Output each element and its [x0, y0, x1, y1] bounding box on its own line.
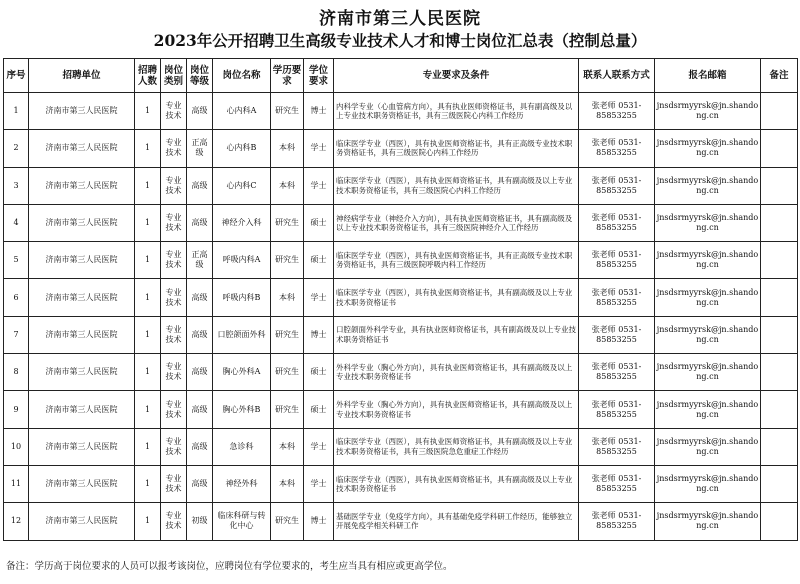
cell-level: 高级 — [187, 316, 213, 353]
cell-post: 神经外科 — [213, 465, 271, 502]
cell-count: 1 — [135, 391, 161, 428]
cell-post: 心内科B — [213, 130, 271, 167]
cell-level: 高级 — [187, 167, 213, 204]
cell-post: 神经介入科 — [213, 204, 271, 241]
cell-remark — [761, 354, 798, 391]
header-level: 岗位等级 — [187, 59, 213, 93]
header-email: 报名邮箱 — [655, 59, 761, 93]
table-row — [4, 354, 798, 391]
cell-category: 专业技术 — [161, 391, 187, 428]
header-remark: 备注 — [761, 59, 798, 93]
cell-email: jnsdsrmyyrsk@jn.shandong.cn — [655, 428, 761, 465]
header-edu: 学历要求 — [271, 59, 304, 93]
cell-degree: 学士 — [304, 428, 334, 465]
cell-category: 专业技术 — [161, 130, 187, 167]
table-header-row — [4, 59, 798, 93]
table-row — [4, 242, 798, 279]
cell-degree: 硕士 — [304, 354, 334, 391]
cell-unit: 济南市第三人民医院 — [29, 167, 135, 204]
cell-email: jnsdsrmyyrsk@jn.shandong.cn — [655, 391, 761, 428]
cell-contact: 张老师 0531-85853255 — [579, 279, 655, 316]
cell-level: 高级 — [187, 93, 213, 130]
cell-unit: 济南市第三人民医院 — [29, 428, 135, 465]
cell-count: 1 — [135, 316, 161, 353]
cell-count: 1 — [135, 465, 161, 502]
cell-edu: 研究生 — [271, 316, 304, 353]
cell-email: jnsdsrmyyrsk@jn.shandong.cn — [655, 279, 761, 316]
cell-unit: 济南市第三人民医院 — [29, 279, 135, 316]
cell-seq: 7 — [4, 316, 29, 353]
cell-degree: 硕士 — [304, 204, 334, 241]
cell-contact: 张老师 0531-85853255 — [579, 428, 655, 465]
table-row — [4, 391, 798, 428]
cell-requirements: 临床医学专业（西医），具有执业医师资格证书，具有副高级及以上专业技术职务资格证书，具有三级医院急危重症工作经历 — [334, 428, 579, 465]
cell-level: 高级 — [187, 391, 213, 428]
cell-requirements: 内科学专业（心血管病方向），具有执业医师资格证书，具有副高级及以上专业技术职务资格证书，具有三级医院心内科工作经历 — [334, 93, 579, 130]
cell-email: jnsdsrmyyrsk@jn.shandong.cn — [655, 503, 761, 540]
table-row — [4, 167, 798, 204]
table-row — [4, 428, 798, 465]
header-count: 招聘人数 — [135, 59, 161, 93]
cell-contact: 张老师 0531-85853255 — [579, 391, 655, 428]
cell-degree: 硕士 — [304, 391, 334, 428]
cell-requirements: 神经病学专业（神经介入方向），具有执业医师资格证书，具有副高级及以上专业技术职务资格证书，具有三级医院神经介入工作经历 — [334, 204, 579, 241]
cell-count: 1 — [135, 428, 161, 465]
cell-seq: 2 — [4, 130, 29, 167]
cell-count: 1 — [135, 279, 161, 316]
cell-category: 专业技术 — [161, 204, 187, 241]
cell-contact: 张老师 0531-85853255 — [579, 503, 655, 540]
cell-remark — [761, 130, 798, 167]
cell-email: jnsdsrmyyrsk@jn.shandong.cn — [655, 465, 761, 502]
header-seq: 序号 — [4, 59, 29, 93]
cell-post: 呼吸内科A — [213, 242, 271, 279]
table-row — [4, 279, 798, 316]
document-title: 济南市第三人民医院 — [319, 9, 481, 29]
cell-count: 1 — [135, 130, 161, 167]
cell-email: jnsdsrmyyrsk@jn.shandong.cn — [655, 93, 761, 130]
cell-remark — [761, 204, 798, 241]
cell-post: 急诊科 — [213, 428, 271, 465]
cell-degree: 硕士 — [304, 242, 334, 279]
cell-remark — [761, 428, 798, 465]
header-contact: 联系人联系方式 — [579, 59, 655, 93]
cell-category: 专业技术 — [161, 428, 187, 465]
cell-edu: 研究生 — [271, 391, 304, 428]
cell-requirements: 外科学专业（胸心外方向），具有执业医师资格证书，具有副高级及以上专业技术职务资格证书 — [334, 391, 579, 428]
cell-post: 胸心外科A — [213, 354, 271, 391]
cell-unit: 济南市第三人民医院 — [29, 316, 135, 353]
cell-unit: 济南市第三人民医院 — [29, 93, 135, 130]
cell-count: 1 — [135, 204, 161, 241]
document-subtitle: 2023年公开招聘卫生高级专业技术人才和博士岗位汇总表（控制总量） — [153, 31, 647, 50]
cell-contact: 张老师 0531-85853255 — [579, 465, 655, 502]
cell-email: jnsdsrmyyrsk@jn.shandong.cn — [655, 316, 761, 353]
cell-edu: 本科 — [271, 428, 304, 465]
cell-remark — [761, 167, 798, 204]
cell-remark — [761, 503, 798, 540]
cell-remark — [761, 242, 798, 279]
cell-email: jnsdsrmyyrsk@jn.shandong.cn — [655, 130, 761, 167]
cell-degree: 学士 — [304, 465, 334, 502]
cell-seq: 3 — [4, 167, 29, 204]
cell-unit: 济南市第三人民医院 — [29, 204, 135, 241]
cell-post: 心内科C — [213, 167, 271, 204]
cell-contact: 张老师 0531-85853255 — [579, 316, 655, 353]
cell-category: 专业技术 — [161, 242, 187, 279]
cell-post: 临床科研与转化中心 — [213, 503, 271, 540]
cell-unit: 济南市第三人民医院 — [29, 391, 135, 428]
cell-contact: 张老师 0531-85853255 — [579, 242, 655, 279]
footnote: 备注：学历高于岗位要求的人员可以报考该岗位，应聘岗位有学位要求的，考生应当具有相应或更高学位。 — [6, 561, 453, 572]
cell-edu: 研究生 — [271, 242, 304, 279]
cell-contact: 张老师 0531-85853255 — [579, 204, 655, 241]
cell-requirements: 基础医学专业（免疫学方向），具有基础免疫学科研工作经历，能够独立开展免疫学相关科研工作 — [334, 503, 579, 540]
table-row — [4, 465, 798, 502]
cell-degree: 博士 — [304, 316, 334, 353]
cell-level: 初级 — [187, 503, 213, 540]
cell-seq: 8 — [4, 354, 29, 391]
cell-seq: 10 — [4, 428, 29, 465]
cell-email: jnsdsrmyyrsk@jn.shandong.cn — [655, 354, 761, 391]
cell-level: 高级 — [187, 465, 213, 502]
table-row — [4, 204, 798, 241]
cell-edu: 本科 — [271, 167, 304, 204]
cell-email: jnsdsrmyyrsk@jn.shandong.cn — [655, 204, 761, 241]
cell-requirements: 临床医学专业（西医），具有执业医师资格证书，具有正高级专业技术职务资格证书，具有三级医院呼吸内科工作经历 — [334, 242, 579, 279]
cell-category: 专业技术 — [161, 93, 187, 130]
header-post: 岗位名称 — [213, 59, 271, 93]
cell-count: 1 — [135, 354, 161, 391]
cell-requirements: 临床医学专业（西医），具有执业医师资格证书，具有正高级专业技术职务资格证书，具有三级医院心内科工作经历 — [334, 130, 579, 167]
cell-seq: 12 — [4, 503, 29, 540]
cell-contact: 张老师 0531-85853255 — [579, 93, 655, 130]
cell-unit: 济南市第三人民医院 — [29, 354, 135, 391]
header-degree: 学位要求 — [304, 59, 334, 93]
cell-category: 专业技术 — [161, 167, 187, 204]
header-requirements: 专业要求及条件 — [334, 59, 579, 93]
cell-degree: 博士 — [304, 503, 334, 540]
table-row — [4, 316, 798, 353]
cell-count: 1 — [135, 167, 161, 204]
cell-requirements: 临床医学专业（西医），具有执业医师资格证书，具有副高级及以上专业技术职务资格证书 — [334, 279, 579, 316]
cell-unit: 济南市第三人民医院 — [29, 465, 135, 502]
cell-degree: 博士 — [304, 93, 334, 130]
cell-edu: 研究生 — [271, 93, 304, 130]
cell-category: 专业技术 — [161, 503, 187, 540]
cell-requirements: 外科学专业（胸心外方向），具有执业医师资格证书，具有副高级及以上专业技术职务资格证书 — [334, 354, 579, 391]
cell-seq: 5 — [4, 242, 29, 279]
cell-edu: 本科 — [271, 279, 304, 316]
table-row — [4, 503, 798, 540]
cell-remark — [761, 391, 798, 428]
cell-edu: 研究生 — [271, 204, 304, 241]
cell-category: 专业技术 — [161, 279, 187, 316]
cell-remark — [761, 93, 798, 130]
cell-contact: 张老师 0531-85853255 — [579, 130, 655, 167]
cell-edu: 研究生 — [271, 503, 304, 540]
cell-level: 高级 — [187, 204, 213, 241]
cell-category: 专业技术 — [161, 465, 187, 502]
cell-seq: 4 — [4, 204, 29, 241]
cell-level: 高级 — [187, 279, 213, 316]
cell-category: 专业技术 — [161, 354, 187, 391]
cell-post: 心内科A — [213, 93, 271, 130]
cell-level: 正高级 — [187, 130, 213, 167]
cell-seq: 9 — [4, 391, 29, 428]
header-category: 岗位类别 — [161, 59, 187, 93]
cell-requirements: 临床医学专业（西医），具有执业医师资格证书，具有副高级及以上专业技术职务资格证书 — [334, 465, 579, 502]
cell-category: 专业技术 — [161, 316, 187, 353]
cell-unit: 济南市第三人民医院 — [29, 242, 135, 279]
cell-remark — [761, 316, 798, 353]
cell-level: 正高级 — [187, 242, 213, 279]
cell-email: jnsdsrmyyrsk@jn.shandong.cn — [655, 167, 761, 204]
cell-email: jnsdsrmyyrsk@jn.shandong.cn — [655, 242, 761, 279]
table-row — [4, 130, 798, 167]
cell-post: 口腔颌面外科 — [213, 316, 271, 353]
cell-post: 呼吸内科B — [213, 279, 271, 316]
cell-seq: 1 — [4, 93, 29, 130]
cell-unit: 济南市第三人民医院 — [29, 503, 135, 540]
cell-seq: 6 — [4, 279, 29, 316]
cell-edu: 研究生 — [271, 354, 304, 391]
cell-remark — [761, 465, 798, 502]
cell-degree: 学士 — [304, 279, 334, 316]
cell-remark — [761, 279, 798, 316]
cell-count: 1 — [135, 242, 161, 279]
cell-level: 高级 — [187, 428, 213, 465]
cell-degree: 学士 — [304, 167, 334, 204]
header-unit: 招聘单位 — [29, 59, 135, 93]
cell-count: 1 — [135, 503, 161, 540]
positions-table — [3, 58, 798, 541]
cell-unit: 济南市第三人民医院 — [29, 130, 135, 167]
cell-post: 胸心外科B — [213, 391, 271, 428]
cell-contact: 张老师 0531-85853255 — [579, 167, 655, 204]
cell-degree: 学士 — [304, 130, 334, 167]
cell-level: 高级 — [187, 354, 213, 391]
cell-contact: 张老师 0531-85853255 — [579, 354, 655, 391]
table-row — [4, 93, 798, 130]
cell-requirements: 口腔颌面外科学专业，具有执业医师资格证书，具有副高级及以上专业技术职务资格证书 — [334, 316, 579, 353]
cell-count: 1 — [135, 93, 161, 130]
cell-edu: 本科 — [271, 465, 304, 502]
cell-edu: 本科 — [271, 130, 304, 167]
cell-requirements: 临床医学专业（西医），具有执业医师资格证书，具有副高级及以上专业技术职务资格证书，具有三级医院心内科工作经历 — [334, 167, 579, 204]
cell-seq: 11 — [4, 465, 29, 502]
